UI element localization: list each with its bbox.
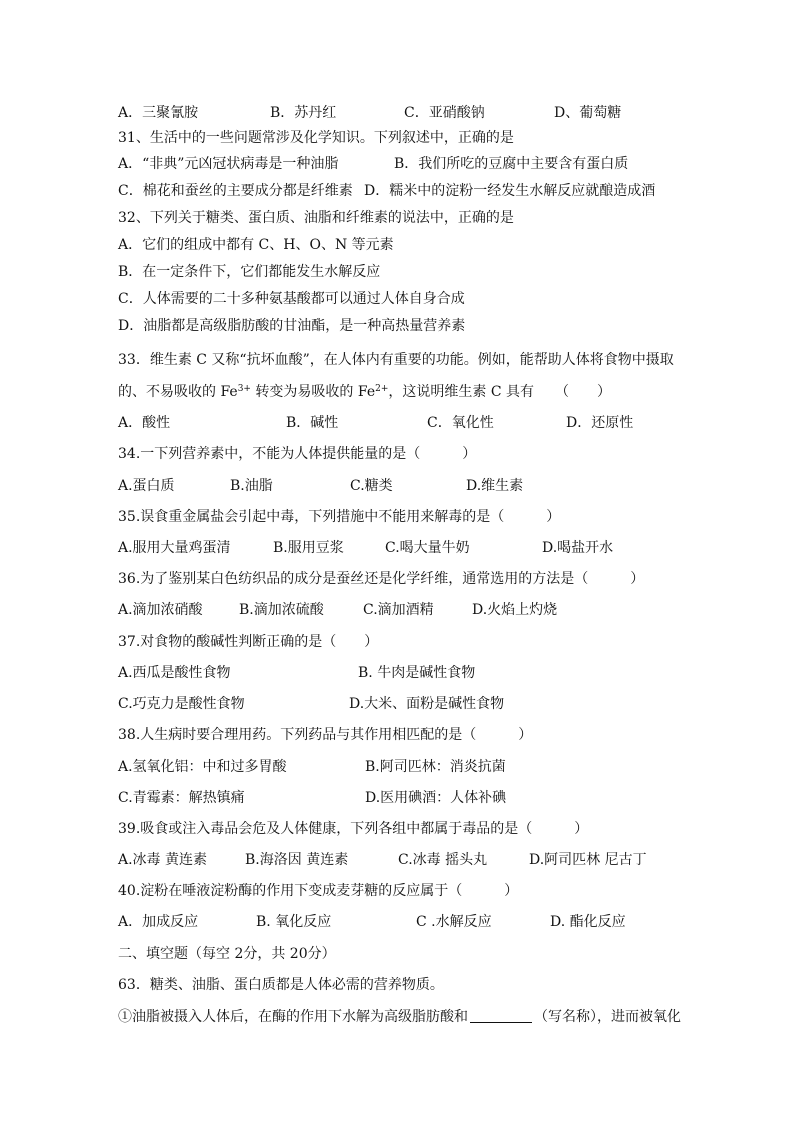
q33-option-a: A．酸性	[118, 415, 171, 431]
q37-option-c: C.巧克力是酸性食物	[118, 696, 245, 712]
q33-option-d: D．还原性	[566, 415, 634, 431]
q39-option-d: D.阿司匹林 尼古丁	[529, 852, 647, 868]
q30-option-c: C．亚硝酸钠	[404, 105, 485, 121]
q30-option-a: A．三聚氰胺	[118, 105, 199, 121]
q39-option-b: B.海洛因 黄连素	[245, 852, 349, 868]
q39-option-c: C.冰毒 摇头丸	[398, 852, 488, 868]
q36-option-b: B.滴加浓硫酸	[239, 602, 324, 618]
q35-option-d: D.喝盐开水	[542, 540, 614, 556]
q32-stem: 32、下列关于糖类、蛋白质、油脂和纤维素的说法中，正确的是	[118, 210, 514, 226]
q40-option-b: B. 氧化反应	[256, 914, 332, 930]
q30-option-d: D、葡萄糖	[554, 105, 622, 121]
q32-option-d: D．油脂都是高级脂肪酸的甘油酯，是一种高热量营养素	[118, 318, 466, 334]
q34-option-a: A.蛋白质	[118, 478, 175, 494]
q31-option-a: A．“非典”元凶冠状病毒是一种油脂	[118, 156, 339, 172]
fe2-superscript: 2+	[375, 384, 389, 394]
q32-option-a: A．它们的组成中都有 C、H、O、N 等元素	[118, 237, 394, 253]
answer-blank[interactable]	[470, 1009, 532, 1023]
q35-stem: 35.误食重金属盐会引起中毒，下列措施中不能用来解毒的是（ ）	[118, 509, 561, 525]
q33-option-b: B．碱性	[286, 415, 339, 431]
q31-option-c: C．棉花和蚕丝的主要成分都是纤维素	[118, 183, 353, 199]
q34-option-c: C.糖类	[350, 478, 393, 494]
q35-option-a: A.服用大量鸡蛋清	[118, 540, 231, 556]
q34-option-d: D.维生素	[466, 478, 524, 494]
q36-stem: 36.为了鉴别某白色纺织品的成分是蚕丝还是化学纤维，通常选用的方法是（ ）	[118, 571, 645, 587]
q32-option-b: B．在一定条件下，它们都能发生水解反应	[118, 264, 381, 280]
q38-option-d: D.医用碘酒：人体补碘	[365, 790, 507, 806]
q30-option-b: B．苏丹红	[270, 105, 337, 121]
q36-option-a: A.滴加浓硝酸	[118, 602, 203, 618]
q40-option-a: A．加成反应	[118, 914, 199, 930]
q33-stem-line2-post: ，这说明维生素 C 具有 （ ）	[388, 384, 612, 400]
q31-option-d: D．糯米中的淀粉一经发生水解反应就酿造成酒	[364, 183, 656, 199]
q63-sub1-post: （写名称），进而被氧化	[534, 1009, 681, 1025]
q38-option-c: C.青霉素：解热镇痛	[118, 790, 245, 806]
q37-stem: 37.对食物的酸碱性判断正确的是（ ）	[118, 634, 379, 650]
q63-sub1-pre: ①油脂被摄入人体后，在酶的作用下水解为高级脂肪酸和	[118, 1009, 468, 1025]
q63-sub1	[118, 1008, 681, 1026]
q38-stem: 38.人生病时要合理用药。下列药品与其作用相匹配的是（ ）	[118, 727, 533, 743]
q34-stem: 34.一下列营养素中，不能为人体提供能量的是（ ）	[118, 446, 477, 462]
fe3-superscript: 3+	[237, 384, 251, 394]
q37-option-d: D.大米、面粉是碱性食物	[349, 696, 505, 712]
q34-option-b: B.油脂	[230, 478, 273, 494]
q38-option-a: A.氢氧化铝：中和过多胃酸	[118, 759, 287, 775]
q37-option-a: A.西瓜是酸性食物	[118, 665, 231, 681]
q35-option-b: B.服用豆浆	[273, 540, 344, 556]
q32-option-c: C．人体需要的二十多种氨基酸都可以通过人体自身合成	[118, 291, 465, 307]
q33-stem-line2-mid: 转变为易吸收的 Fe	[250, 384, 376, 400]
q39-stem: 39.吸食或注入毒品会危及人体健康，下列各组中都属于毒品的是（ ）	[118, 821, 589, 837]
q31-stem: 31、生活中的一些问题常涉及化学知识。下列叙述中，正确的是	[118, 130, 514, 146]
q33-stem-line2	[118, 383, 611, 401]
q31-option-b: B．我们所吃的豆腐中主要含有蛋白质	[394, 156, 629, 172]
section-title-fill-in: 二、填空题（每空 2分，共 20分）	[118, 946, 336, 962]
q40-option-c: C .水解反应	[416, 914, 492, 930]
q36-option-d: D.火焰上灼烧	[472, 602, 558, 618]
q36-option-c: C.滴加酒精	[363, 602, 434, 618]
q40-stem: 40.淀粉在唾液淀粉酶的作用下变成麦芽糖的反应属于（ ）	[118, 883, 519, 899]
q37-option-b: B. 牛肉是碱性食物	[358, 665, 476, 681]
q38-option-b: B.阿司匹林：消炎抗菌	[365, 759, 506, 775]
q63-stem: 63．糖类、油脂、蛋白质都是人体必需的营养物质。	[118, 977, 444, 993]
q33-stem-line2-pre: 的、不易吸收的 Fe	[118, 384, 238, 400]
q33-stem-line1: 33．维生素 C 又称“抗坏血酸”，在人体内有重要的功能。例如，能帮助人体将食物中摄取	[118, 352, 674, 368]
q35-option-c: C.喝大量牛奶	[385, 540, 470, 556]
q33-option-c: C．氧化性	[427, 415, 494, 431]
q40-option-d: D. 酯化反应	[550, 914, 626, 930]
q39-option-a: A.冰毒 黄连素	[118, 852, 208, 868]
